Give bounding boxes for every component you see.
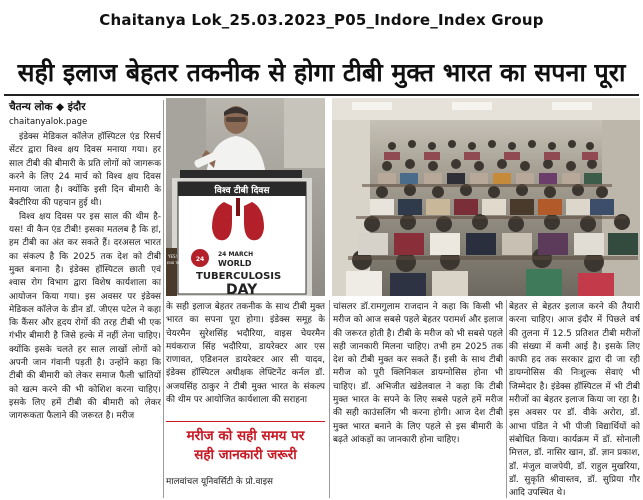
banner-line-3: DAY [226,282,258,296]
column-divider [329,300,330,498]
column-divider [506,300,507,498]
banner-line-1: WORLD [218,259,252,268]
dateline [9,100,159,127]
column-divider [163,100,164,498]
pull-quote-rule [166,421,325,422]
banner-line-2: TUBERCULOSIS [196,271,282,282]
paragraph: बेहतर से बेहतर इलाज करने की तैयारी करना चाहिए। आज इंदौर में पिछले वर्ष की तुलना में 12.5 प्रतिशत टीबी मरीजों की संख्या में कमी आई है। इसके लिए काफी हद तक सरकार द्वारा दी जा रही डायग्नोसिस की निःशुल्क सेवाएं भी जिम्मेदार है। इंडेक्स हॉस्पिटल में भी टीबी मरीजों का बेहतर इलाज किया जा रहा है। इस अवसर पर डॉ. वीके अरोरा, डॉ. आभा पंडित ने भी पीजी विद्यार्थियों को संबोधित किया। कार्यक्रम में डॉ. सोनाली मित्तल, डॉ. नासिर खान, डॉ. ज्ञान प्रकाश, डॉ. मंजुल वाजपेयी, डॉ. राहुल मुखरिया, डॉ. सुकृति श्रीवास्तव, डॉ. सुप्रिया गौर आदि उपस्थित थे। [509,302,640,498]
corner-text-2: END TB [167,261,180,265]
article-column-2 [166,301,325,419]
article-column-3 [333,301,503,498]
pull-quote-line-2: सही जानकारी जरूरी [194,447,297,463]
pull-quote-text [166,427,325,465]
pull-quote [166,421,325,473]
corner-text: YES! [168,254,178,259]
dateline-city: इंदौर [67,101,86,113]
paragraph: के सही इलाज बेहतर तकनीक के साथ टीबी मुक्त भारत का सपना पूरा होगा। इंडेक्स समूह के चेयरमैन सुरेशसिंह भदौरिया, वाइस चेयरमैन मयंकराज सिंह भदौरिया, डायरेक्टर आर एस राणावत, एडिशनल डायरेक्टर आर सी यादव, इंडेक्स हॉस्पिटल अधीक्षक लेफ्टिनेंट कर्नल डॉ. अजयसिंह ठाकुर ने टीबी मुक्त भारत के संकल्प की थीम पर आयोजित कार्यशाला की सराहना [166,302,325,406]
paragraph: मालवांचल यूनिवर्सिटी के प्रो.वाइस [166,477,273,487]
clipping-header [0,0,643,44]
headline: सही इलाज बेहतर तकनीक से होगा टीबी मुक्त भारत का सपना पूरा [17,58,626,87]
svg-text:24: 24 [195,256,205,263]
dateline-separator: ◆ [52,101,68,113]
dateline-source [9,100,159,114]
photo-audience [332,98,640,296]
article-column-4 [509,301,640,498]
article-column-1 [9,131,161,498]
banner-date: 24 MARCH [218,251,254,258]
clipping-label: Chaitanya Lok_25.03.2023_P05_Indore_Index Group [99,11,544,29]
photo-speaker-image [166,98,325,296]
photo-speaker-podium [166,98,325,296]
banner-title: विश्व टीबी दिवस [214,186,270,196]
article-column-2-continued [166,476,325,498]
paragraph: विश्व क्षय दिवस पर इस साल की थीम है- यस! वी कैन एंड टीबी! इसका मतलब है कि हां, हम टीबी का अंत कर सकते हैं। दरअसल भारत का संकल्प है कि 2025 तक देश को टीबी मुक्त बनाना है। इंडेक्स हॉस्पिटल छाती एवं श्वास रोग विभाग द्वारा विशेष कार्यशाला का आयोजन किया गया। इस अवसर पर इंडेक्स मेडिकल कॉलेज के डीन डॉ. जीएस पटेल ने कहा कि कैंसर और हृदय रोगों की तरह टीबी भी एक गंभीर बीमारी है जिसे हल्के में नहीं लेना चाहिए। क्योंकि इसके चलते हर साल लाखों लोगों को अपनी जान गंवानी पड़ती है। उन्होंने कहा कि टीबी की बीमारी को लेकर समाज फैली भ्रांतियों को खत्म करने की भी कोशिश करना चाहिए।इसके लिए हमें टीबी की बीमारी को लेकर जागरूकता फैलाने की जरूरत है। मरीज [9,211,161,422]
publisher-name: चैतन्य लोक [9,101,53,113]
paragraph: इंडेक्स मेडिकल कॉलेज हॉस्पिटल एंड रिसर्च सेंटर द्वारा विश्व क्षय दिवस मनाया गया। हर साल टीबी की बीमारी के प्रति लोगों को जागरूक करने के लिए 24 मार्च को विश्व क्षय दिवस मनाया जाता है। क्योंकि इसी दिन बीमारी के बैक्टीरिया की पहचान हुई थी। [9,132,161,209]
website-url: chaitanyalok.page [9,117,88,127]
paragraph: चांसलर डॉ.रामगुलाम राजदान ने कहा कि किसी भी मरीज को आज सबसे पहले बेहतर परामर्श और इलाज की जरूरत होती है। टीबी के मरीज को भी सबसे पहले सही जानकारी मिलना चाहिए। तभी हम 2025 तक देश को टीबी मुक्त कर सकते हैं। इसी के साथ टीबी मरीज को पूरी क्लिनिकल डायग्नोसिस होना भी चाहिए। डॉ. अभिजीत खंडेलवाल ने कहा कि टीबी मुक्त भारत के सपने के लिए सबसे पहले हमें मरीज की सही काउंसलिंग भी करना होगी। आज देश टीबी मुक्त भारत बनाने के लिए पहले से इस बीमारी के बढ़ते आंकड़ों का जानकारी होना चाहिए। [333,302,503,445]
pull-quote-line-1: मरीज को सही समय पर [186,428,305,444]
headline-rule [4,94,639,96]
photo-audience-image [332,98,640,296]
